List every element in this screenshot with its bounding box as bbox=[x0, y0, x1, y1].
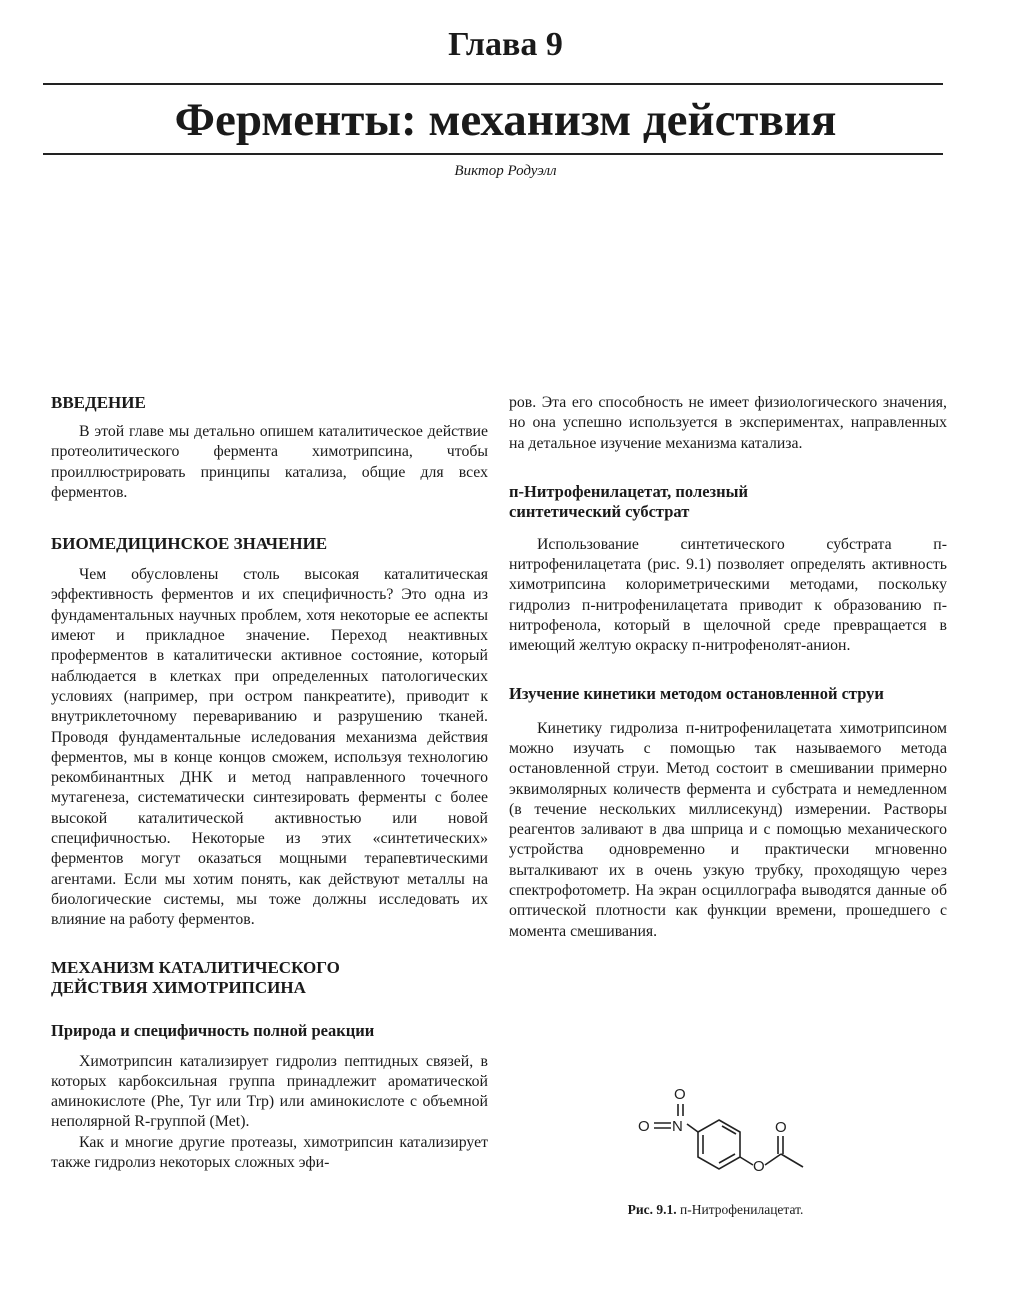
nature-paragraph-2: Как и многие другие протеазы, химотрипсин катализирует также гидролиз некоторых сложных эфи- bbox=[51, 1133, 488, 1172]
kinetics-paragraph: Кинетику гидролиза п-нитрофенилацетата химотрипсином можно изучать с помощью так называемого метода остановленной струи. Метод состоит в смешивании примерно эквимолярных количеств фермента и субстрата и немедленном (в течение нескольких миллисекунд) измерении. Растворы реагентов заливают в два шприца и с помощью механического устройства одновременно и практически мгновенно выталкивают их в очень узкую трубку, проходящую через спектрофотометр. На экран осциллографа выводятся данные об оптической плотности как функции времени, прошедшего с момента смешивания. bbox=[509, 719, 947, 940]
figure-9-1 bbox=[509, 1082, 947, 1219]
atom-o-top: O bbox=[674, 1086, 686, 1103]
atom-o-left: O bbox=[638, 1118, 650, 1135]
atom-o-carbonyl: O bbox=[775, 1119, 787, 1136]
nitrophenylacetate-structure bbox=[619, 1082, 829, 1197]
biomed-heading: БИОМЕДИЦИНСКОЕ ЗНАЧЕНИЕ bbox=[51, 534, 328, 554]
nature-paragraph-1: Химотрипсин катализирует гидролиз пептидных связей, в которых карбоксильная группа принадлежит ароматической аминокислоте (Phe, Tyr или Trp) или аминокислоте с объемной неполярной R-группой (Met). bbox=[51, 1052, 488, 1131]
intro-paragraph: В этой главе мы детально опишем каталитическое действие протеолитического фермента химотрипсина, чтобы проиллюстрировать принципы катализа, общие для всех ферментов. bbox=[51, 423, 488, 501]
atom-o-ester: O bbox=[753, 1158, 765, 1175]
caption-text: п-Нитрофенилацетат. bbox=[680, 1202, 804, 1217]
mechanism-heading: МЕХАНИЗМ КАТАЛИТИЧЕСКОГО ДЕЙСТВИЯ ХИМОТРИПСИНА bbox=[51, 957, 340, 997]
chapter-number: Глава 9 bbox=[448, 26, 563, 63]
substrate-paragraph: Использование синтетического субстрата п-нитрофенилацетата (рис. 9.1) позволяет определять активность химотрипсина колориметрическими методами, поскольку гидролиз п-нитрофенилацетата приводит к образованию п-нитрофенола, который в щелочной среде превращается в имеющий желтую окраску п-нитрофенолят-анион. bbox=[509, 535, 947, 655]
chapter-title: Ферменты: механизм действия bbox=[174, 94, 837, 146]
continued-paragraph: ров. Эта его способность не имеет физиологического значения, но она успешно используется в экспериментах, направленных на детальное изучение механизма катализа. bbox=[509, 394, 947, 452]
top-rule bbox=[43, 83, 943, 85]
left-column bbox=[51, 393, 488, 1173]
author: Виктор Родуэлл bbox=[454, 163, 557, 179]
intro-heading: ВВЕДЕНИЕ bbox=[51, 393, 146, 412]
biomed-paragraph: Чем обусловлены столь высокая каталитическая эффективность ферментов и их специфичность? Это одна из фундаментальных научных проблем, хотя некоторые ее аспекты имеют и прикладное значение. Переход неактивных проферментов в каталитически активное состояние, который наблюдается в клетках при определенных патологических условиях (например, при остром панкреатите), приводит к внутриклеточному перевариванию и разрушению тканей. Проводя фундаментальные иследования механизма действия ферментов, мы в конце концов сможем, используя технологию рекомбинантных ДНК и метод направленного точечного мутагенеза, систематически синтезировать ферменты с более высокой каталитической активностью или новой специфичностью. Некоторые из этих «синтетических» ферментов могут оказаться мощными терапевтическими агентами. Если мы хотим понять, как действуют металлы на биологические системы, мы тоже должны исследовать их влияние на работу ферментов. bbox=[51, 566, 488, 929]
figure-caption bbox=[484, 1201, 947, 1219]
nature-heading: Природа и специфичность полной реакции bbox=[51, 1020, 375, 1040]
kinetics-heading: Изучение кинетики методом остановленной струи bbox=[509, 683, 884, 703]
caption-label: Рис. 9.1. bbox=[627, 1202, 677, 1217]
right-column bbox=[509, 393, 947, 942]
title-rule bbox=[43, 153, 943, 155]
atom-n: N bbox=[672, 1118, 683, 1135]
substrate-heading: п-Нитрофенилацетат, полезный синтетический субстрат bbox=[509, 481, 749, 521]
